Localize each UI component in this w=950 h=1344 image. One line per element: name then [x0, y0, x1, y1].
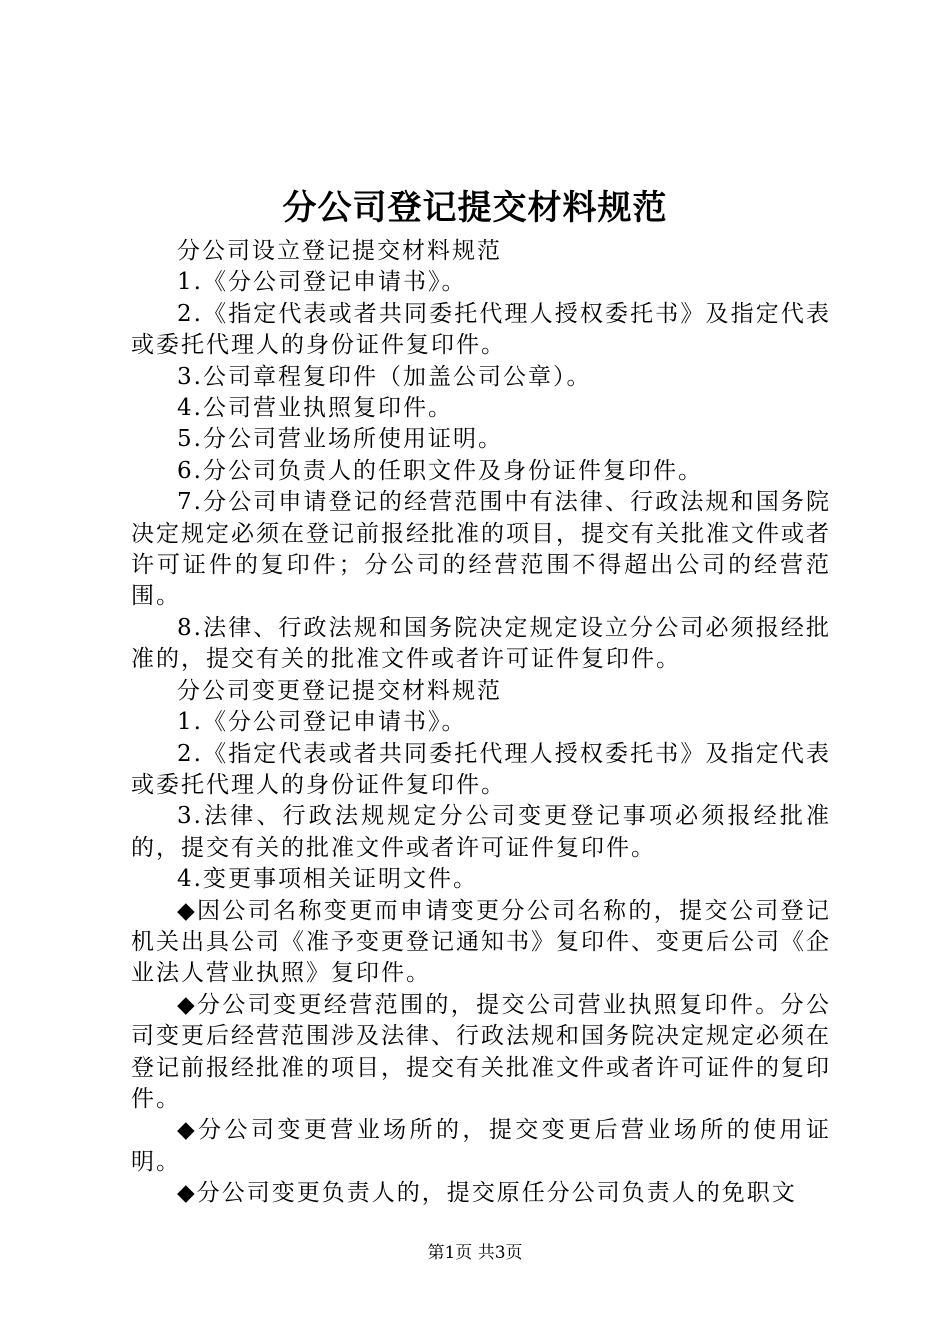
page-footer: 第1页 共3页	[427, 1243, 523, 1263]
list-item: 4.公司营业执照复印件。	[177, 395, 453, 422]
list-item: 6.分公司负责人的任职文件及身份证件复印件。	[177, 457, 703, 484]
section-heading-establishment: 分公司设立登记提交材料规范	[177, 238, 502, 264]
list-item: 1.《分公司登记申请书》。	[177, 709, 467, 736]
bullet-item: ◆分公司变更营业场所的，提交变更后营业场所的使用证明。	[131, 1117, 831, 1175]
list-item: 3.公司章程复印件（加盖公司公章）。	[177, 363, 592, 390]
bullet-item: ◆因公司名称变更而申请变更分公司名称的，提交公司登记机关出具公司《准予变更登记通知书》复印件、变更后公司《企业法人营业执照》复印件。	[131, 897, 831, 987]
page-title: 分公司登记提交材料规范	[282, 188, 668, 228]
list-item: 3.法律、行政法规规定分公司变更登记事项必须报经批准的，提交有关的批准文件或者许可证件复印件。	[131, 803, 831, 861]
bullet-item: ◆分公司变更负责人的，提交原任分公司负责人的免职文	[177, 1180, 797, 1207]
list-item: 2.《指定代表或者共同委托代理人授权委托书》及指定代表或委托代理人的身份证件复印件。	[131, 300, 831, 359]
list-item: 5.分公司营业场所使用证明。	[177, 426, 503, 453]
list-item: 2.《指定代表或者共同委托代理人授权委托书》及指定代表或委托代理人的身份证件复印件。	[131, 740, 831, 798]
list-item: 1.《分公司登记申请书》。	[177, 269, 467, 296]
list-item: 7.分公司申请登记的经营范围中有法律、行政法规和国务院决定规定必须在登记前报经批准的项目，提交有关批准文件或者许可证件的复印件；分公司的经营范围不得超出公司的经营范围。	[131, 489, 831, 610]
list-item: 8.法律、行政法规和国务院决定规定设立分公司必须报经批准的，提交有关的批准文件或者许可证件复印件。	[131, 614, 831, 673]
list-item: 4.变更事项相关证明文件。	[177, 866, 478, 893]
document-body	[131, 236, 831, 1210]
bullet-item: ◆分公司变更经营范围的，提交公司营业执照复印件。分公司变更后经营范围涉及法律、行政法规和国务院决定规定必须在登记前报经批准的项目，提交有关批准文件或者许可证件的复印件。	[131, 991, 831, 1112]
section-heading-change: 分公司变更登记提交材料规范	[177, 677, 502, 704]
